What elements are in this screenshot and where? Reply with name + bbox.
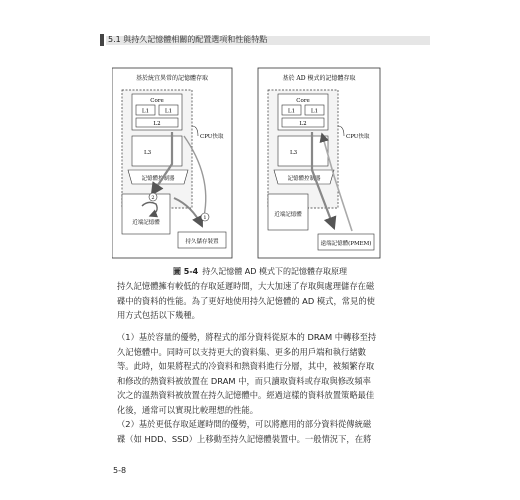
header-title: 5.1 與持久記憶體相關的配置選項和性能特點 <box>108 35 268 44</box>
text-line: 次之的溫熱資料被放置在持久記憶體中。經過這樣的資料放置策略最佳 <box>117 390 375 400</box>
chapter-header <box>100 34 430 46</box>
page-number: 5-8 <box>113 466 127 475</box>
paragraph-item-2 <box>117 417 411 446</box>
left-panel-title: 基於統宜異常的記憶體存取 <box>135 75 209 82</box>
left-cpu-cache-label: CPU快取 <box>200 134 224 140</box>
right-near-memory-label: 近端記憶體 <box>274 212 302 218</box>
paragraph-intro <box>117 279 411 323</box>
right-panel <box>258 68 380 258</box>
left-l3: L3 <box>144 150 152 156</box>
figure-number: 圖 5-4 <box>173 267 199 276</box>
left-panel <box>112 68 232 258</box>
right-mem-controller-label: 記憶體控制器 <box>287 176 321 182</box>
text-line: 久記憶體中。同時可以支持更大的資料集、更多的用戶端和執行緒數 <box>117 346 366 357</box>
text-line: 化後，通常可以實現比較理想的性能。 <box>117 404 259 415</box>
text-line: 用方式包括以下幾種。 <box>117 310 200 320</box>
paragraph-item-1 <box>117 330 411 417</box>
text-line: 碟（如 HDD、SSD）上移動至持久記憶體裝置中。一般情況下，在將 <box>117 433 372 444</box>
left-l1a: L1 <box>141 108 150 115</box>
left-step1: 1 <box>203 215 207 221</box>
text-line: 碟中的資料的性能。為了更好地使用持久記憶體的 AD 模式，常見的使 <box>117 295 375 306</box>
right-panel-title: 基於 AD 模式的記憶體存取 <box>282 75 356 82</box>
left-near-memory <box>122 194 170 234</box>
right-core-label: Core <box>296 98 310 104</box>
right-l3: L3 <box>290 150 298 156</box>
right-cpu-cache-label: CPU快取 <box>346 134 370 140</box>
right-l3-box <box>278 136 328 166</box>
figure-caption <box>0 266 520 277</box>
text-line: （2）基於更低存取延遲時間的優勢，可以將應用的部分資料從傳統磁 <box>117 419 372 429</box>
header-bar <box>100 34 104 46</box>
text-line: 和修改的熱資料被放置在 DRAM 中，而只讀取資料或存取與修改頻率 <box>117 375 371 386</box>
figure-caption-text: 持久記憶體 AD 模式下的記憶體存取原理 <box>202 267 347 276</box>
left-l1b: L1 <box>164 108 173 115</box>
left-near-memory-label: 近端記憶體 <box>132 220 160 226</box>
text-line: 持久記憶體擁有較低的存取延遲時間，大大加速了存取與處理儲存在磁 <box>117 281 375 291</box>
left-step2: 2 <box>151 195 155 201</box>
text-line: （1）基於容量的優勢，將程式的部分資料從原本的 DRAM 中轉移至持 <box>117 332 377 342</box>
right-l1a: L1 <box>287 108 296 115</box>
left-l2: L2 <box>153 121 161 127</box>
right-l1b: L1 <box>310 108 319 115</box>
left-mem-controller-label: 記憶體控制器 <box>141 176 175 182</box>
text-line: 等。此時，如果將程式的冷資料和熱資料進行分層，其中，被頻繁存取 <box>117 361 375 371</box>
left-l3-box <box>132 136 182 166</box>
figure-diagram <box>112 66 418 271</box>
left-storage-label: 持久儲存裝置 <box>185 239 219 245</box>
right-l2: L2 <box>299 121 307 127</box>
left-core-label: Core <box>150 98 164 104</box>
right-pmem-label: 遠端記憶體(PMEM) <box>320 241 372 247</box>
